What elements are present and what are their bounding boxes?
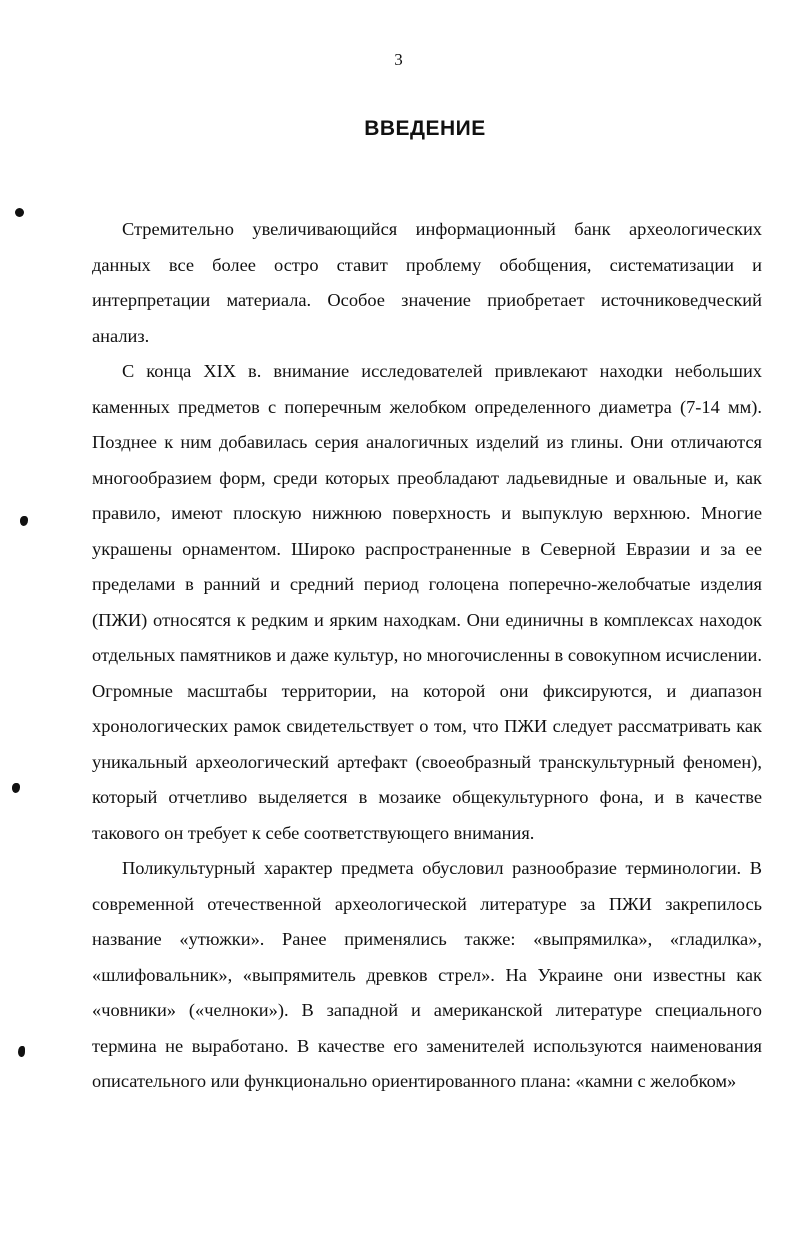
paragraph: Стремительно увеличивающийся информационный банк археологических данных все более остро ставит проблему обобщения, систематизации и интерпретации материала. Особое значение приобретает источниковедческий анализ. [92,219,762,346]
margin-dot-mark [18,1046,25,1057]
margin-dot-mark [12,783,20,793]
margin-dot-mark [15,208,24,217]
page-title: ВВЕДЕНИЕ [364,117,486,140]
page-number: 3 [394,50,403,69]
margin-dot-mark [20,516,28,526]
body-text [92,212,762,1100]
paragraph: С конца XIX в. внимание исследователей привлекают находки небольших каменных предметов с поперечным желобком определенного диаметра (7-14 мм). Позднее к ним добавилась серия аналогичных изделий из глины. Они отличаются многообразием форм, среди которых преобладают ладьевидные и овальные и, как правило, имеют плоскую нижнюю поверхность и выпуклую верхнюю. Многие украшены орнаментом. Широко распространенные в Северной Евразии и за ее пределами в ранний и средний период голоцена поперечно-желобчатые изделия (ПЖИ) относятся к редким и ярким находкам. Они единичны в комплексах находок отдельных памятников и даже культур, но многочисленны в совокупном исчислении. Огромные масштабы территории, на которой они фиксируются, и диапазон хронологических рамок свидетельствует о том, что ПЖИ следует рассматривать как уникальный археологический артефакт (своеобразный транскультурный феномен), который отчетливо выделяется в мозаике общекультурного фона, и в качестве такового он требует к себе соответствующего внимания. [92,361,762,843]
paragraph: Поликультурный характер предмета обусловил разнообразие терминологии. В современной отечественной археологической литературе за ПЖИ закрепилось название «утюжки». Ранее применялись также: «выпрямилка», «гладилка», «шлифовальник», «выпрямитель древков стрел». На Украине они известны как «човники» («челноки»). В западной и американской литературе специального термина не выработано. В качестве его заменителей используются наименования описательного или функционально ориентированного плана: «камни с желобком» [92,858,762,1091]
